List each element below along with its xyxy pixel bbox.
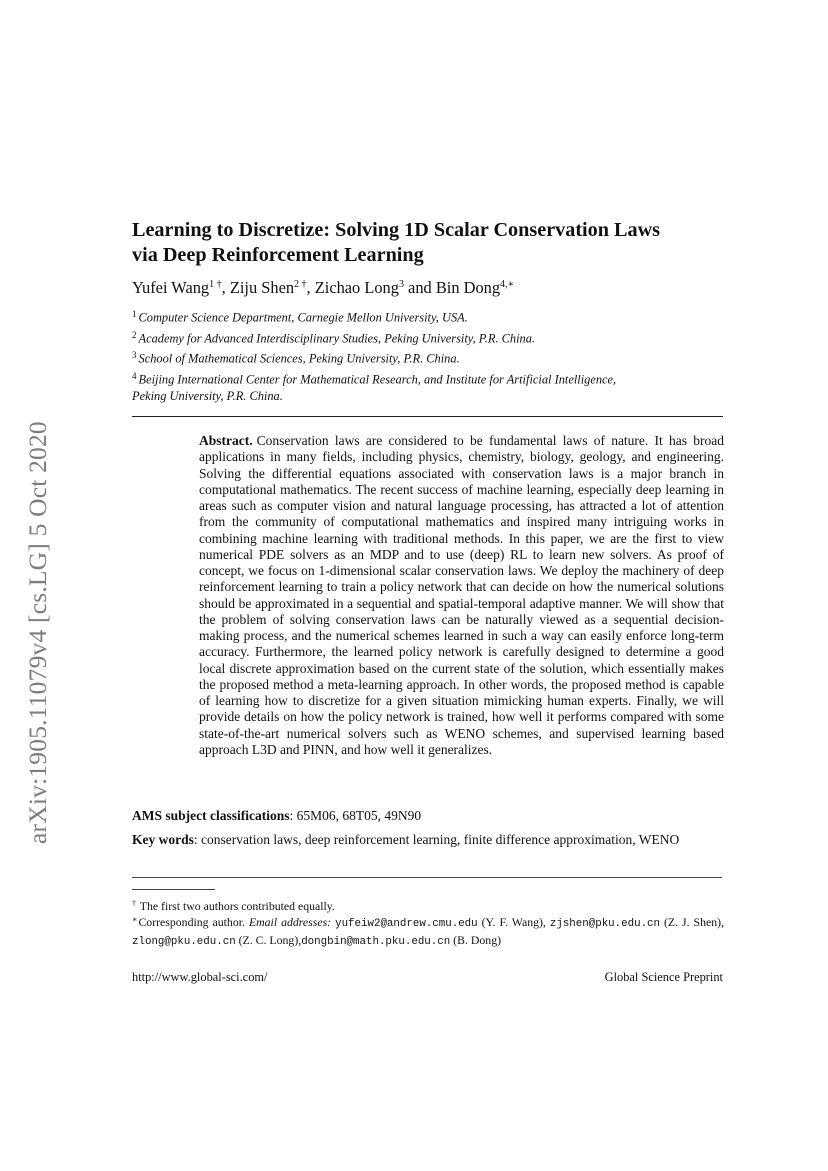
author-marks: 2 † [294,279,307,290]
author-marks: 1 † [209,279,222,290]
footnote-equal-contribution: † The first two authors contributed equally. [132,898,335,913]
abstract-label: Abstract. [199,433,253,448]
affiliation-list [132,306,652,405]
author-name: Yufei Wang [132,278,210,297]
ams-classifications [132,808,421,824]
email-link[interactable]: dongbin@math.pku.edu.cn [301,936,451,948]
footnote-corresponding-author: ∗Corresponding author. Email addresses: yufeiw2@andrew.cmu.edu (Y. F. Wang), zjshen@pku.edu.cn (Z. J. Shen), zlong@pku.edu.cn (Z. C. Long),dongbin@math.pku.edu.cn (B. Dong) [132,914,725,948]
email-link[interactable]: zlong@pku.edu.cn [132,936,236,948]
abstract-text: Conservation laws are considered to be fundamental laws of nature. It has broad applications in many fields, including physics, chemistry, biology, geology, and engineering. Solving the differential equations associated with conservation laws is a major branch in computational mathematics. The recent success of machine learning, especially deep learning in areas such as computer vision and natural language processing, has attracted a lot of attention from the community of computational mathematics and inspired many intriguing works in combining machine learning with traditional methods. In this paper, we are the first to view numerical PDE solvers as an MDP and to use (deep) RL to learn new solvers. As proof of concept, we focus on 1-dimensional scalar conservation laws. We deploy the machinery of deep reinforcement learning to train a policy network that can decide on how the numerical solutions should be approximated in a sequential and spatial-temporal adaptive manner. We will show that the problem of solving conservation laws can be naturally viewed as a sequential decision-making process, and the numerical schemes learned in such a way can easily enforce long-term accuracy. Furthermore, the learned policy network is carefully designed to determine a good local discrete approximation based on the current state of the solution, which essentially makes the proposed method a meta-learning approach. In other words, the proposed method is capable of learning how to discretize for a given situation mimicking human experts. Finally, we will provide details on how the policy network is trained, how well it performs compared with some state-of-the-art numerical solvers such as WENO schemes, and supervised learning based approach L3D and PINN, and how well it generalizes. [199,433,724,757]
journal-label: Global Science Preprint [604,970,723,984]
keywords-label: Key words [132,832,194,847]
keywords [132,832,724,849]
section-divider [132,877,722,878]
affiliation: $^3$ School of Mathematical Sciences, Peking University, P.R. China. [132,350,460,366]
footnotes [132,898,724,950]
author-name: Ziju Shen [229,278,295,297]
author-marks: 4,∗ [500,279,515,290]
affiliation-number: 1 [132,309,137,319]
header-divider [132,416,723,417]
email-link[interactable]: zjshen@pku.edu.cn [549,918,661,930]
ams-value: : 65M06, 68T05, 49N90 [289,808,422,823]
affiliation: $^4$ Beijing International Center for Mathematical Research, and Institute for Artificial Intelligence, Peking University, P.R. China. [132,370,617,403]
author-name: Bin Dong [435,278,501,297]
journal-url[interactable]: http://www.global-sci.com/ [132,970,268,984]
author-name: Zichao Long [314,278,399,297]
author-marks: 3 [398,279,404,290]
ams-label: AMS subject classifications [132,808,290,823]
affiliation-number: 4 [132,370,137,381]
arxiv-identifier: arXiv:1905.11079v4 [cs.LG] 5 Oct 2020 [23,421,52,844]
keywords-value: : conservation laws, deep reinforcement learning, finite difference approximation, WENO [193,832,680,847]
affiliation: $^2$ Academy for Advanced Interdisciplinary Studies, Peking University, P.R. China. [132,329,536,345]
affiliation-number: 3 [132,350,137,360]
paper-title: Learning to Discretize: Solving 1D Scalar Conservation Laws via Deep Reinforcement Learning [132,219,661,266]
affiliation-number: 2 [132,329,137,340]
email-link[interactable]: yufeiw2@andrew.cmu.edu [335,918,478,930]
footnote-rule [132,889,215,890]
abstract [199,433,724,758]
affiliation: $^1$ Computer Science Department, Carnegie Mellon University, USA. [132,309,468,325]
author-list: Yufei Wang$^{1 \dagger}$, Ziju Shen$^{2 \dagger}$, Zichao Long$^3$ and Bin Dong$^{4,∗}$ [132,278,515,297]
